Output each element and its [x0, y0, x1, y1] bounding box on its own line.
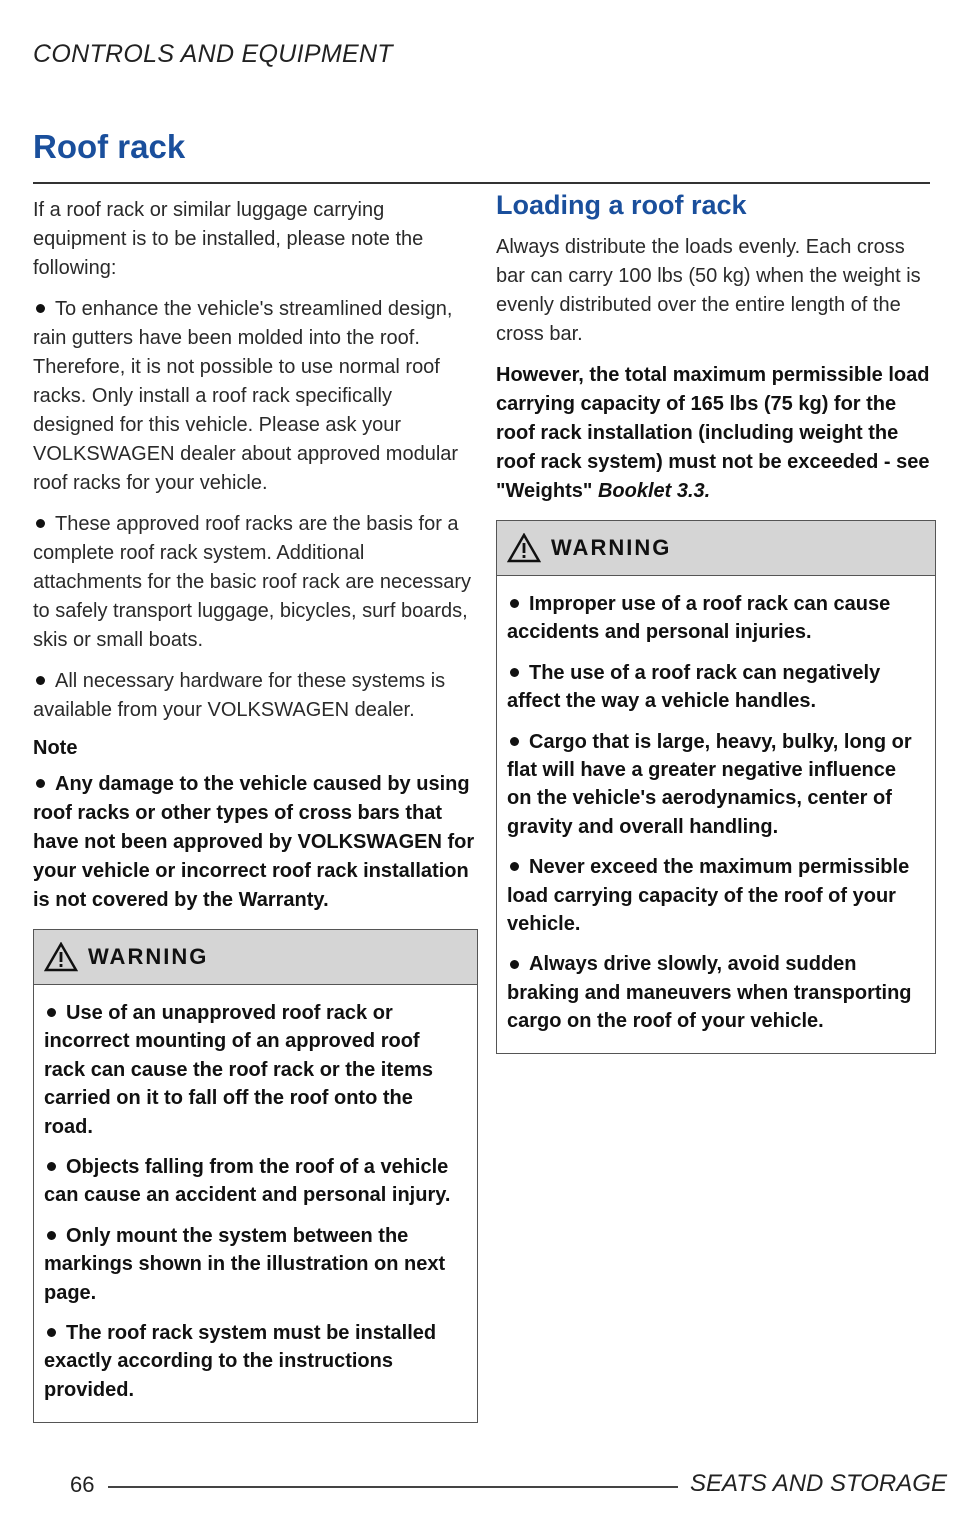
- warning-item: The use of a roof rack can negatively affect the way a vehicle handles.: [507, 661, 881, 713]
- bullet-icon: [510, 960, 519, 969]
- bullet-item: All necessary hardware for these systems is available from your VOLKSWAGEN dealer.: [33, 670, 446, 721]
- bullet-item: To enhance the vehicle's streamlined design, rain gutters have been molded into the roof. Therefore, it is not possible to use normal roof racks. Only install a roof rack specifically designed for this vehicle. Please ask your VOLKSWAGEN dealer about approved modular roof racks for your vehicle.: [33, 298, 459, 494]
- warning-label: WARNING: [88, 944, 209, 969]
- left-column: [33, 196, 478, 1423]
- warning-label: WARNING: [551, 535, 672, 560]
- booklet-reference: Booklet 3.3.: [597, 480, 711, 502]
- bullet-icon: [36, 304, 45, 313]
- bullet-icon: [36, 779, 45, 788]
- right-column: [496, 190, 936, 1054]
- warning-item: Use of an unapproved roof rack or incorrect mounting of an approved roof rack can cause the roof rack or the items carried on it to fall off the roof onto the road.: [44, 1002, 434, 1138]
- warning-header: [497, 521, 935, 576]
- warning-item: Cargo that is large, heavy, bulky, long or flat will have a greater negative influence on the vehicle's aerodynamics, center of gravity and overall handling.: [507, 730, 912, 838]
- warning-item: The roof rack system must be installed exactly according to the instructions provided.: [44, 1321, 437, 1401]
- footer-rule: [108, 1486, 678, 1488]
- title-rule: [33, 182, 930, 184]
- bullet-icon: [36, 676, 45, 685]
- warning-triangle-icon: [507, 533, 541, 563]
- capacity-paragraph: However, the total maximum permissible load carrying capacity of 165 lbs (75 kg) for the roof rack installation (including weight the roof rack system) must not be exceeded - see "Weights" Booklet 3.3.: [496, 364, 930, 502]
- bullet-icon: [47, 1008, 56, 1017]
- warning-box: [33, 929, 478, 1423]
- warning-triangle-icon: [44, 942, 78, 972]
- footer-section-label: SEATS AND STORAGE: [690, 1470, 947, 1497]
- page-number: 66: [70, 1472, 95, 1497]
- section-label: CONTROLS AND EQUIPMENT: [33, 40, 393, 68]
- warning-item: Never exceed the maximum permissible load carrying capacity of the roof of your vehicle.: [507, 856, 910, 935]
- warning-header: [34, 930, 477, 985]
- page-title: Roof rack: [33, 128, 186, 165]
- warning-item: Always drive slowly, avoid sudden braking and maneuvers when transporting cargo on the roof of your vehicle.: [507, 953, 912, 1033]
- warning-item: Improper use of a roof rack can cause accidents and personal injuries.: [507, 593, 891, 644]
- note-text: Any damage to the vehicle caused by using roof racks or other types of cross bars that have not been approved by VOLKSWAGEN for your vehicle or incorrect roof rack installation is not covered by the Warranty.: [33, 773, 475, 911]
- bullet-icon: [510, 668, 519, 677]
- loading-paragraph: Always distribute the loads evenly. Each cross bar can carry 100 lbs (50 kg) when the weight is evenly distributed over the entire length of the cross bar.: [496, 236, 921, 345]
- warning-item: Objects falling from the roof of a vehicle can cause an accident and personal injury.: [44, 1155, 451, 1207]
- warning-box: [496, 520, 936, 1054]
- note-title: Note: [33, 737, 78, 759]
- intro-paragraph: If a roof rack or similar luggage carrying equipment is to be installed, please note the following:: [33, 199, 424, 279]
- bullet-icon: [47, 1231, 56, 1240]
- bullet-item: These approved roof racks are the basis for a complete roof rack system. Additional attachments for the basic roof rack are necessary to safely transport luggage, bicycles, surf boards, skis or small boats.: [33, 513, 471, 651]
- subheading: Loading a roof rack: [496, 190, 747, 220]
- bullet-icon: [510, 862, 519, 871]
- bullet-icon: [510, 599, 519, 608]
- warning-item: Only mount the system between the markings shown in the illustration on next page.: [44, 1224, 446, 1304]
- bullet-icon: [47, 1328, 56, 1337]
- bullet-icon: [510, 737, 519, 746]
- bullet-icon: [47, 1162, 56, 1171]
- bullet-icon: [36, 519, 45, 528]
